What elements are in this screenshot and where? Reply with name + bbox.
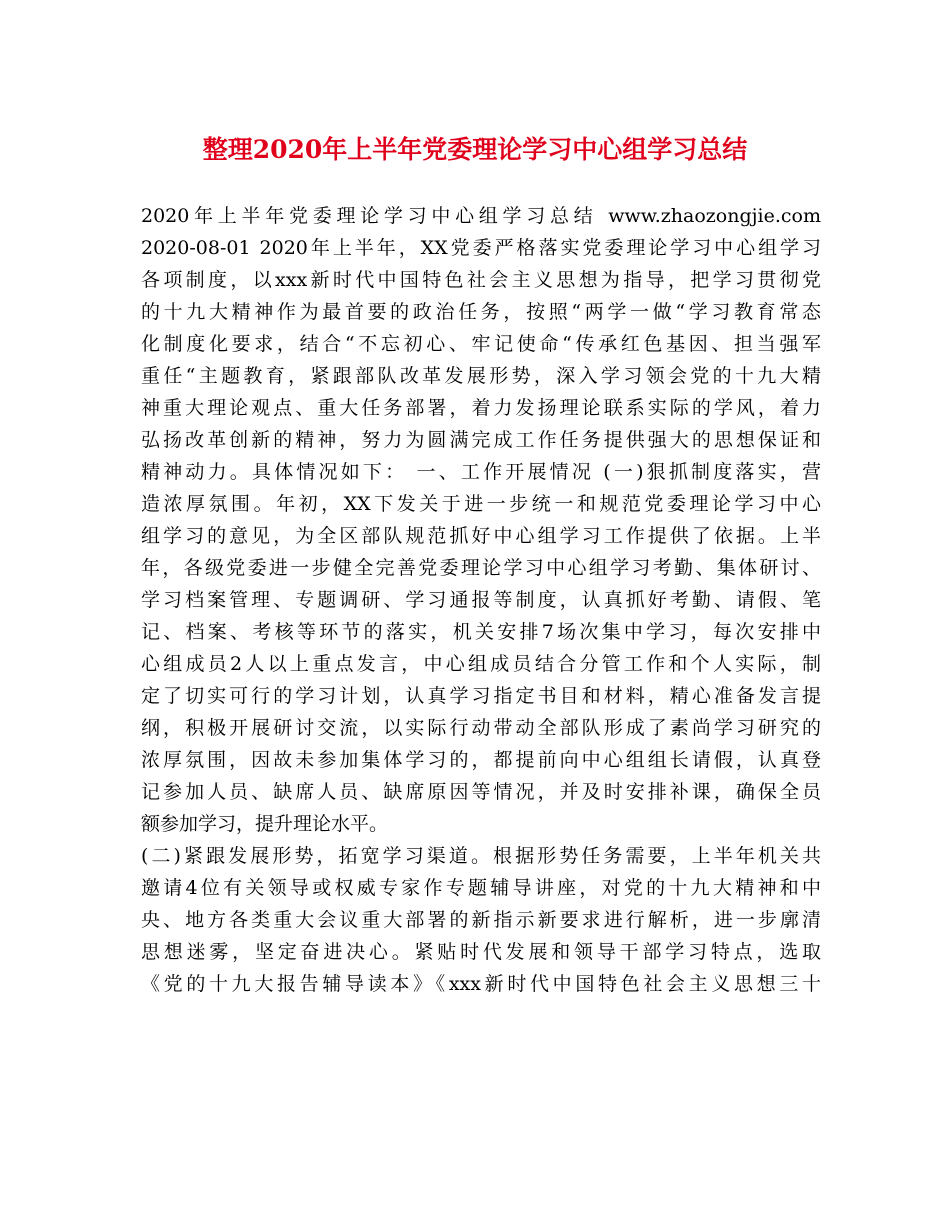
text-line: 化制度化要求，结合“不忘初心、牢记使命“传承红色基因、担当强军 bbox=[141, 333, 821, 355]
text-line: 学习档案管理、专题调研、学习通报等制度，认真抓好考勤、请假、笔 bbox=[141, 589, 821, 611]
text-line: 思想迷雾，坚定奋进决心。紧贴时代发展和领导干部学习特点，选取 bbox=[141, 941, 821, 963]
text-line: 重任“主题教育，紧跟部队改革发展形势，深入学习领会党的十九大精 bbox=[141, 365, 821, 387]
document-body bbox=[141, 200, 821, 1000]
text-line: 组学习的意见，为全区部队规范抓好中心组学习工作提供了依据。上半 bbox=[141, 525, 821, 547]
text-line: 神重大理论观点、重大任务部署，着力发扬理论联系实际的学风，着力 bbox=[141, 397, 821, 419]
text-line: (二)紧跟发展形势，拓宽学习渠道。根据形势任务需要，上半年机关共 bbox=[141, 845, 821, 867]
text-line: 精神动力。具体情况如下： 一、工作开展情况 (一)狠抓制度落实，营 bbox=[141, 461, 821, 483]
text-line: 浓厚氛围，因故未参加集体学习的，都提前向中心组组长请假，认真登 bbox=[141, 749, 821, 771]
text-line: 纲，积极开展研讨交流，以实际行动带动全部队形成了素尚学习研究的 bbox=[141, 717, 821, 739]
text-line: 定了切实可行的学习计划，认真学习指定书目和材料，精心准备发言提 bbox=[141, 685, 821, 707]
text-line: 邀请4位有关领导或权威专家作专题辅导讲座，对党的十九大精神和中 bbox=[141, 877, 821, 899]
text-line: 《党的十九大报告辅导读本》《xxx新时代中国特色社会主义思想三十 bbox=[141, 973, 821, 995]
text-line: 2020年上半年党委理论学习中心组学习总结 www.zhaozongjie.com bbox=[141, 205, 821, 227]
text-line: 记参加人员、缺席人员、缺席原因等情况，并及时安排补课，确保全员 bbox=[141, 781, 821, 803]
text-line: 弘扬改革创新的精神，努力为圆满完成工作任务提供强大的思想保证和 bbox=[141, 429, 821, 451]
text-line: 造浓厚氛围。年初，XX下发关于进一步统一和规范党委理论学习中心 bbox=[141, 493, 821, 515]
text-line: 各项制度，以xxx新时代中国特色社会主义思想为指导，把学习贯彻党 bbox=[141, 269, 821, 291]
text-line: 2020-08-01 2020年上半年，XX党委严格落实党委理论学习中心组学习 bbox=[141, 237, 821, 259]
text-line: 记、档案、考核等环节的落实，机关安排7场次集中学习，每次安排中 bbox=[141, 621, 821, 643]
page-title: 整理2020年上半年党委理论学习中心组学习总结 bbox=[202, 135, 748, 164]
text-line: 央、地方各类重大会议重大部署的新指示新要求进行解析，进一步廓清 bbox=[141, 909, 821, 931]
text-line: 的十九大精神作为最首要的政治任务，按照“两学一做“学习教育常态 bbox=[141, 301, 821, 323]
text-line: 额参加学习，提升理论水平。 bbox=[141, 813, 389, 835]
text-line: 心组成员2人以上重点发言，中心组成员结合分管工作和个人实际，制 bbox=[141, 653, 821, 675]
text-line: 年，各级党委进一步健全完善党委理论学习中心组学习考勤、集体研讨、 bbox=[141, 557, 821, 579]
